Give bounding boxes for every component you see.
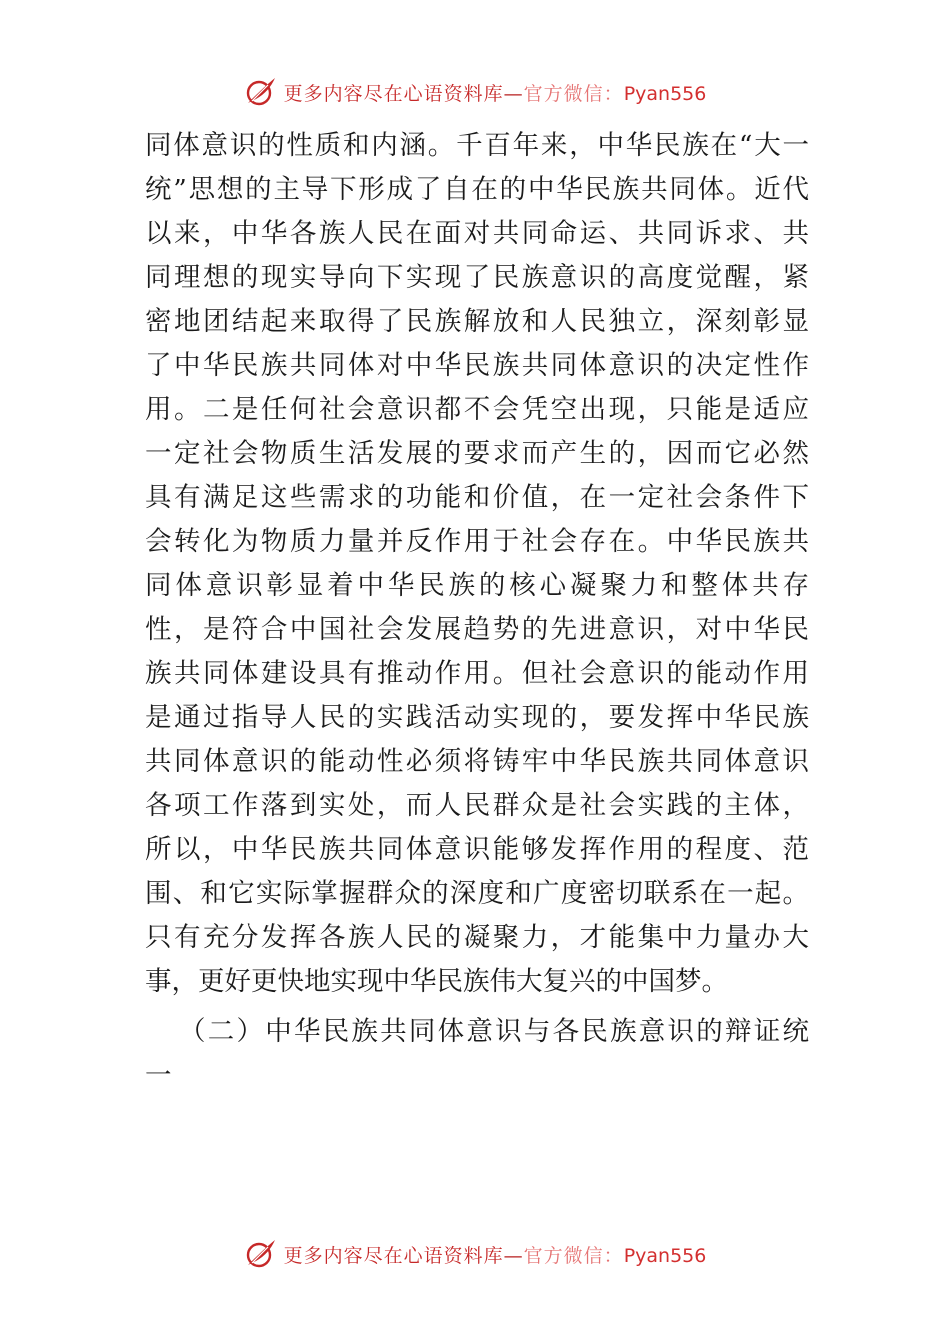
banner-wechat-id: Pyan556 xyxy=(623,82,707,105)
document-body xyxy=(145,124,809,1098)
banner-text xyxy=(284,1241,707,1268)
banner-wechat-label: 官方微信： xyxy=(523,1244,624,1267)
paragraph-line: 同体意识的性质和内涵。千百年来，中华民族在“大一 xyxy=(145,130,809,161)
paragraph-line: 只有充分发挥各族人民的凝聚力，才能集中力量办大 xyxy=(145,922,809,953)
banner-site-name: 更多内容尽在心语资料库 xyxy=(283,82,504,105)
banner-separator: — xyxy=(503,82,524,105)
paragraph-line: 密地团结起来取得了民族解放和人民独立，深刻彰显 xyxy=(145,306,809,337)
paragraph-line: 用。二是任何社会意识都不会凭空出现，只能是适应 xyxy=(145,394,809,425)
banner-site-name: 更多内容尽在心语资料库 xyxy=(283,1244,504,1267)
banner-text xyxy=(284,79,707,106)
paragraph-line: 是通过指导人民的实践活动实现的，要发挥中华民族 xyxy=(145,702,809,733)
paragraph-line: 以来，中华各族人民在面对共同命运、共同诉求、共 xyxy=(145,218,809,249)
section-heading: （二）中华民族共同体意识与各民族意识的辩证统 xyxy=(179,1016,809,1047)
paragraph-line: 一定社会物质生活发展的要求而产生的，因而它必然 xyxy=(145,438,809,469)
header-banner xyxy=(0,72,950,112)
paragraph-line: 同理想的现实导向下实现了民族意识的高度觉醒，紧 xyxy=(145,262,809,293)
paragraph-line: 所以，中华民族共同体意识能够发挥作用的程度、范 xyxy=(145,834,809,865)
paragraph-line: 了中华民族共同体对中华民族共同体意识的决定性作 xyxy=(145,350,809,381)
paragraph-line: 围、和它实际掌握群众的深度和广度密切联系在一起。 xyxy=(145,878,809,909)
paragraph-line: 会转化为物质力量并反作用于社会存在。中华民族共 xyxy=(145,526,809,557)
paragraph-line: 同体意识彰显着中华民族的核心凝聚力和整体共存 xyxy=(145,570,809,601)
paragraph-line: 各项工作落到实处，而人民群众是社会实践的主体， xyxy=(145,790,809,821)
banner-wechat-id: Pyan556 xyxy=(623,1244,707,1267)
footer-banner xyxy=(0,1234,950,1274)
paragraph-line: 性，是符合中国社会发展趋势的先进意识，对中华民 xyxy=(145,614,809,645)
banner-separator: — xyxy=(503,1244,524,1267)
paragraph-line: 事，更好更快地实现中华民族伟大复兴的中国梦。 xyxy=(145,966,728,997)
feather-quill-logo-icon xyxy=(244,75,278,109)
banner-wechat-label: 官方微信： xyxy=(523,82,624,105)
section-heading-continuation: 一 xyxy=(145,1060,172,1091)
feather-quill-logo-icon xyxy=(244,1237,278,1271)
paragraph-line: 具有满足这些需求的功能和价值，在一定社会条件下 xyxy=(145,482,809,513)
paragraph-line: 族共同体建设具有推动作用。但社会意识的能动作用 xyxy=(145,658,809,689)
paragraph-line: 统”思想的主导下形成了自在的中华民族共同体。近代 xyxy=(145,174,809,205)
paragraph-line: 共同体意识的能动性必须将铸牢中华民族共同体意识 xyxy=(145,746,809,777)
